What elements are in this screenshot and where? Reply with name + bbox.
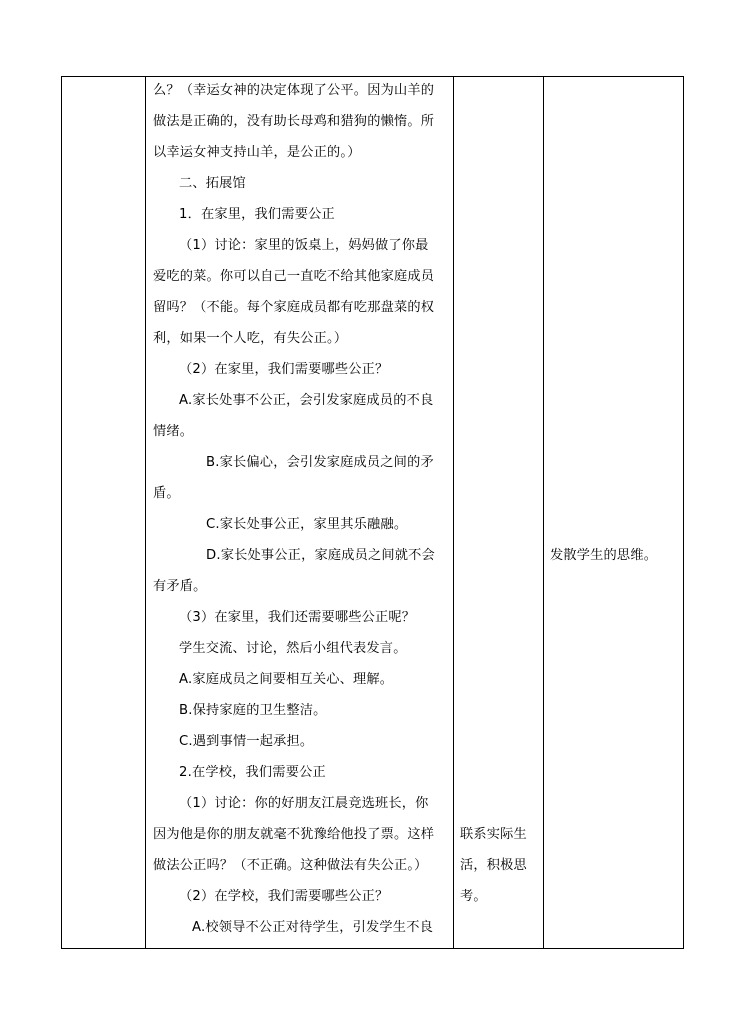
subsection-heading: 1．在家里，我们需要公正 [179,207,335,222]
text-line: 么？（幸运女神的决定体现了公平。因为山羊的 [153,83,435,98]
text-line: 利，如果一个人吃，有失公正。） [153,331,348,346]
text-line: 发散学生的思维。 [550,548,658,563]
text-line: 情绪。 [153,424,194,439]
text-line: 考。 [460,889,487,904]
text-line: 留吗？（不能。每个家庭成员都有吃那盘菜的权 [153,300,435,315]
text-line: C.遇到事情一起承担。 [179,734,314,749]
student-activity-cell [454,77,543,948]
text-line: C.家长处事公正，家里其乐融融。 [206,517,408,532]
text-line: （2）在家里，我们需要哪些公正？ [179,362,389,377]
text-line: A.家庭成员之间要相互关心、理解。 [179,672,394,687]
text-line: 以幸运女神支持山羊，是公正的。） [153,145,361,160]
text-line: 联系实际生 [460,827,527,842]
text-line: A.家长处事不公正，会引发家庭成员的不良 [179,393,434,408]
text-line: B.家长偏心，会引发家庭成员之间的矛 [206,455,434,470]
text-line: A.校领导不公正对待学生，引发学生不良 [192,920,433,935]
text-line: D.家长处事公正，家庭成员之间就不会 [206,548,435,563]
text-line: （3）在家里，我们还需要哪些公正呢？ [179,610,416,625]
text-line: 盾。 [153,486,180,501]
text-line: 爱吃的菜。你可以自己一直吃不给其他家庭成员 [153,269,435,284]
text-line: （1）讨论：你的好朋友江晨竞选班长，你 [179,796,429,811]
text-line: 有矛盾。 [153,579,207,594]
text-line: （2）在学校，我们需要哪些公正？ [179,889,389,904]
text-line: 做法是正确的，没有助长母鸡和猎狗的懒惰。所 [153,114,435,129]
text-line: B.保持家庭的卫生整洁。 [179,703,327,718]
text-line: （1）讨论：家里的饭桌上，妈妈做了你最 [179,238,429,253]
teaching-process-cell [146,77,453,948]
text-line: 学生交流、讨论，然后小组代表发言。 [179,641,407,656]
subsection-heading: 2.在学校，我们需要公正 [179,765,326,780]
text-line: 活，积极思 [460,858,527,873]
section-heading: 二、拓展馆 [179,176,246,191]
text-line: 做法公正吗？（不正确。这种做法有失公正。） [153,858,428,873]
text-line: 因为他是你的朋友就毫不犹豫给他投了票。这样 [153,827,435,842]
lesson-plan-table [61,76,684,949]
design-intent-cell [544,77,683,948]
empty-left-cell [62,77,145,948]
